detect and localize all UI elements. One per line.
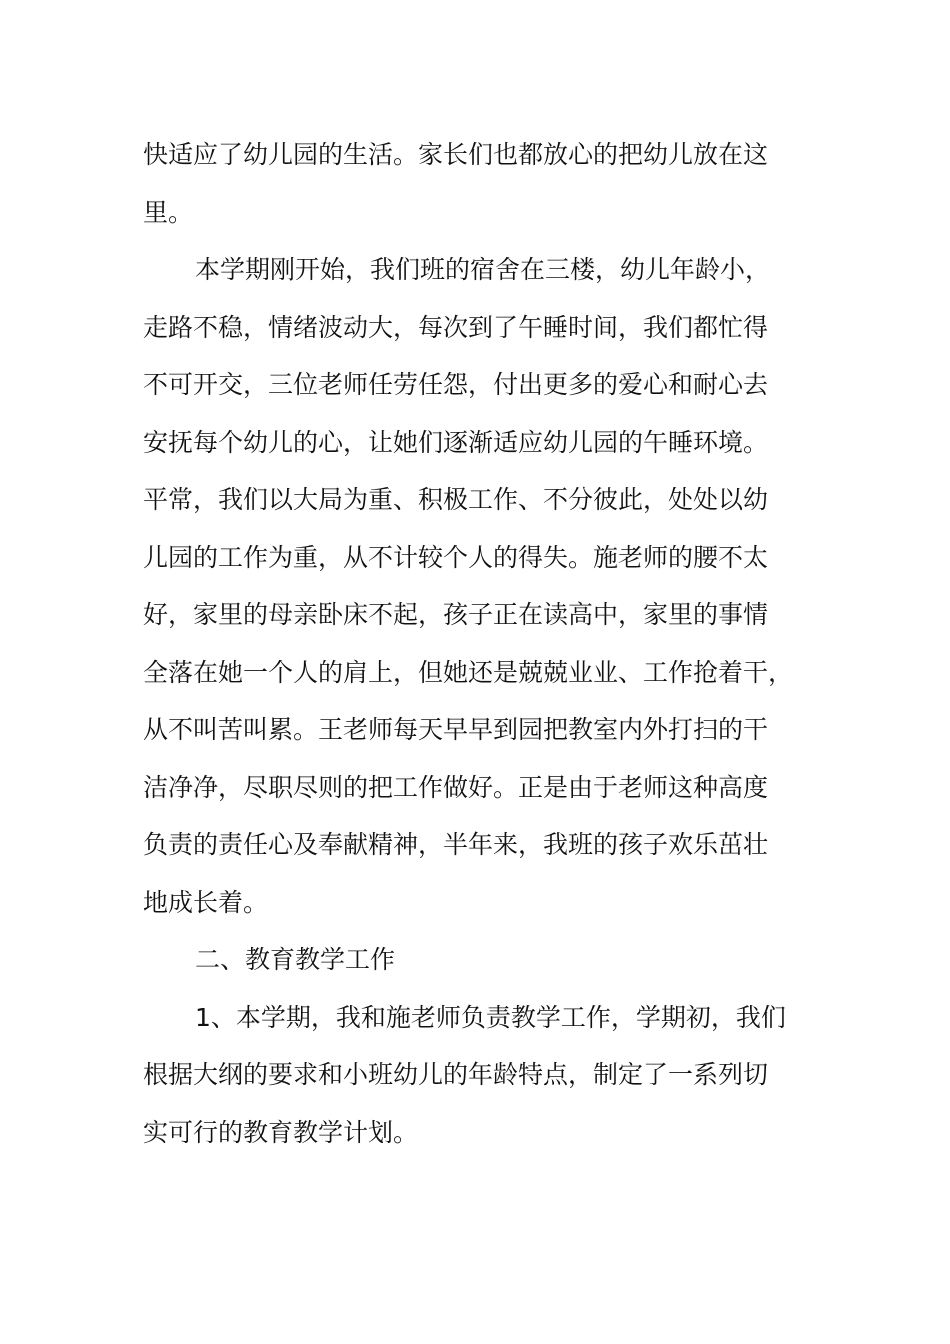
- text-line-1: 快适应了幼儿园的生活。家长们也都放心的把幼儿放在这: [143, 140, 769, 169]
- text-line-5: 不可开交，三位老师任劳任怨，付出更多的爱心和耐心去: [143, 370, 769, 399]
- text-line-4: 走路不稳，情绪波动大，每次到了午睡时间，我们都忙得: [143, 312, 769, 342]
- text-line-13: 负责的责任心及奉献精神，半年来，我班的孩子欢乐茁壮: [143, 830, 769, 859]
- text-line-8: 儿园的工作为重，从不计较个人的得失。施老师的腰不太: [143, 542, 769, 572]
- text-line-11: 从不叫苦叫累。王老师每天早早到园把教室内外打扫的干: [143, 715, 769, 744]
- text-line-6: 安抚每个幼儿的心，让她们逐渐适应幼儿园的午睡环境。: [143, 427, 769, 457]
- text-line-16: 1、本学期，我和施老师负责教学工作，学期初，我们: [195, 1002, 786, 1032]
- text-line-17: 根据大纲的要求和小班幼儿的年龄特点，制定了一系列切: [143, 1060, 769, 1089]
- section-heading: 二、教育教学工作: [195, 945, 396, 974]
- text-line-14: 地成长着。: [143, 887, 269, 917]
- document-body: [143, 126, 803, 1161]
- text-line-18: 实可行的教育教学计划。: [143, 1117, 419, 1147]
- text-line-3: 本学期刚开始，我们班的宿舍在三楼，幼儿年龄小，: [195, 255, 771, 284]
- text-line-10: 全落在她一个人的肩上，但她还是兢兢业业、工作抢着干，: [143, 657, 794, 687]
- text-line-9: 好，家里的母亲卧床不起，孩子正在读高中，家里的事情: [143, 600, 769, 629]
- text-line-12: 洁净净，尽职尽则的把工作做好。正是由于老师这种高度: [143, 772, 769, 802]
- text-line-2: 里。: [143, 197, 194, 227]
- text-line-7: 平常，我们以大局为重、积极工作、不分彼此，处处以幼: [143, 485, 769, 514]
